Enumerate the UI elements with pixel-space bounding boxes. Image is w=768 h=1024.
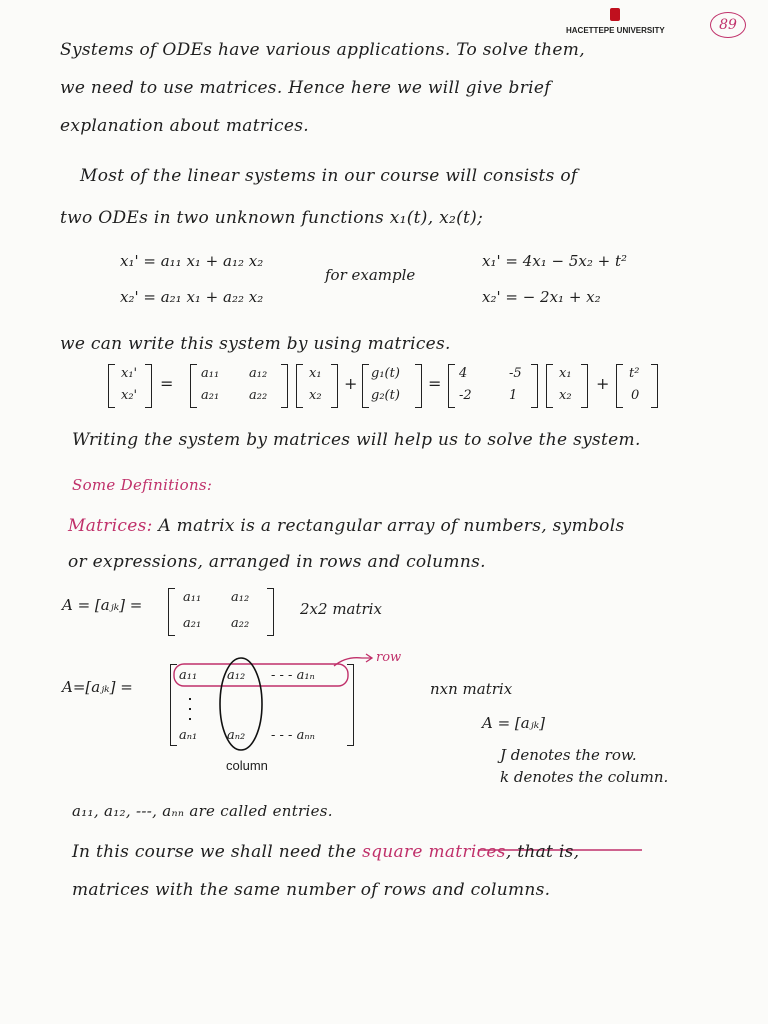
page-number: 89 [710,12,746,38]
column-highlight [220,658,262,750]
example-eq-1: x₁' = 4x₁ − 5x₂ + t² [482,252,627,270]
vec-entry: x₂ [559,388,572,403]
square-matrices-line-1 [72,842,579,862]
a-definition-nxn: A=[aⱼₖ] = [62,678,133,696]
nxn-entry: - - - aₙₙ [271,728,315,743]
t-entry: 0 [631,388,640,403]
intro-line-5: two ODEs in two unknown functions x₁(t), x₂(t); [60,208,484,228]
general-eq-2: x₂' = a₂₁ x₁ + a₂₂ x₂ [120,288,264,306]
column-label: column [226,758,268,773]
intro-line-3: explanation about matrices. [60,116,309,136]
plus-sign: + [344,374,358,393]
coef-entry: a₂₂ [249,388,268,403]
num-entry: -2 [459,388,472,403]
nxn-entry: - - - a₁ₙ [271,668,315,683]
general-eq-1: x₁' = a₁₁ x₁ + a₁₂ x₂ [120,252,264,270]
a-definition-2x2: A = [aⱼₖ] = [62,596,143,614]
vec-entry: x₁ [309,366,322,381]
matrix-form-conclusion: Writing the system by matrices will help us to solve the system. [72,430,641,450]
two-by-two-entry: a₁₁ [183,590,202,605]
nxn-entry: a₁₁ [179,668,198,683]
nxn-entry: aₙ₂ [227,728,246,743]
num-entry: 4 [459,366,468,381]
a-notation: A = [aⱼₖ] [482,714,546,732]
g-entry: g₂(t) [371,388,400,403]
intro-line-2: we need to use matrices. Hence here we will give brief [60,78,551,98]
two-by-two-entry: a₂₂ [231,616,250,631]
nxn-entry: aₙ₁ [179,728,198,743]
matrix-form-intro: we can write this system by using matrices. [60,334,451,354]
row-highlight [174,664,348,686]
for-example-label: for example [325,266,416,284]
square-matrices-line-2: matrices with the same number of rows and columns. [72,880,551,900]
plus-sign: + [596,374,610,393]
definitions-heading: Some Definitions: [72,476,213,494]
equals-sign: = [428,374,442,393]
lhs-entry: x₂' [121,388,138,403]
intro-line-1: Systems of ODEs have various applications. To solve them, [60,40,585,60]
university-name: HACETTEPE UNIVERSITY [566,26,665,35]
coef-entry: a₂₁ [201,388,220,403]
j-description: J denotes the row. [500,746,637,764]
k-description: k denotes the column. [500,768,669,786]
square-text-post: , that is, [505,842,580,862]
example-eq-2: x₂' = − 2x₁ + x₂ [482,288,601,306]
coef-entry: a₁₁ [201,366,220,381]
num-entry: -5 [509,366,522,381]
coef-entry: a₁₂ [249,366,268,381]
two-by-two-label: 2x2 matrix [300,600,382,618]
t-entry: t² [629,366,640,381]
square-text-pre: In this course we shall need the [72,842,357,862]
equals-sign: = [160,374,174,393]
two-by-two-entry: a₂₁ [183,616,202,631]
matrices-def-text: A matrix is a rectangular array of numbers, symbols [158,516,625,536]
matrices-definition-line-2: or expressions, arranged in rows and columns. [68,552,486,572]
nxn-entry: a₁₂ [227,668,246,683]
nxn-label: nxn matrix [430,680,513,698]
g-entry: g₁(t) [371,366,400,381]
vec-entry: x₂ [309,388,322,403]
lhs-entry: x₁' [121,366,138,381]
matrices-label: Matrices: [68,516,153,536]
two-by-two-entry: a₁₂ [231,590,250,605]
num-entry: 1 [509,388,518,403]
entries-line: a₁₁, a₁₂, ---, aₙₙ are called entries. [72,802,333,820]
vec-entry: x₁ [559,366,572,381]
square-matrices-term: square matrices [362,842,506,862]
row-label: row [376,650,402,665]
intro-line-4: Most of the linear systems in our course will consists of [80,166,578,186]
